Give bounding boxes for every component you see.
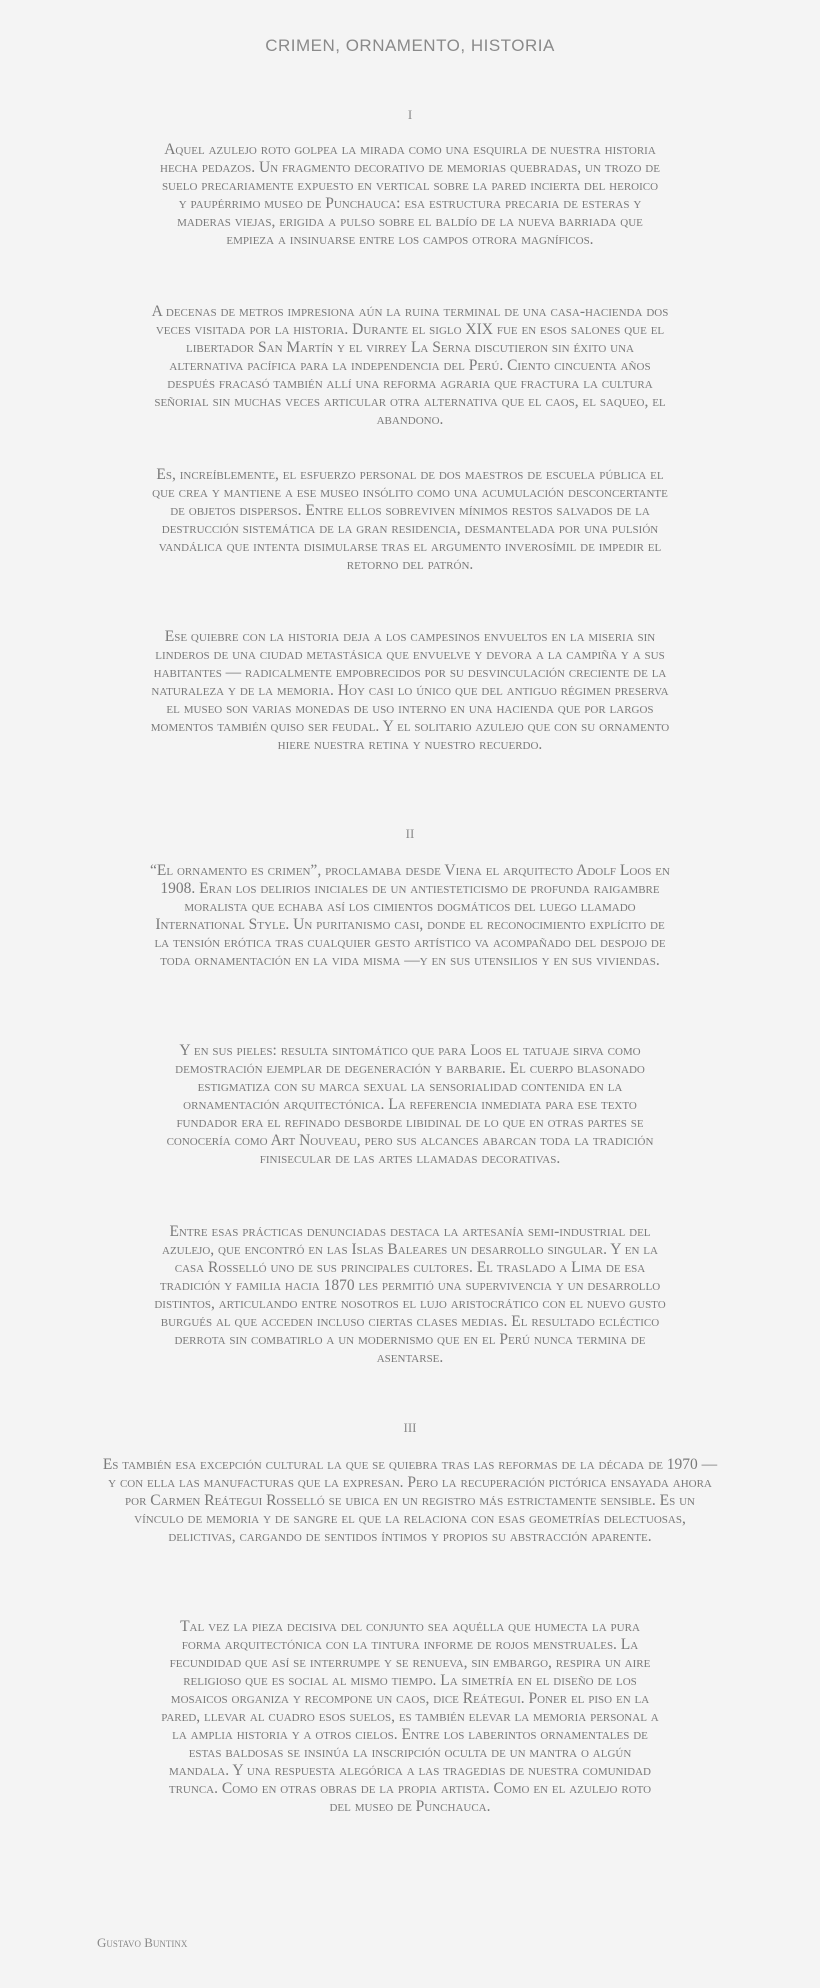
section-numeral: III <box>403 1420 417 1435</box>
section-2-paragraph-1 <box>0 862 820 970</box>
section-1-paragraph-3 <box>0 466 820 574</box>
section-2 <box>0 826 820 842</box>
paragraph: Y en sus pieles: resulta sintomático que para Loos el tatuaje sirva como demostración ejemplar de degeneración y barbarie. El cuerpo blasonado estigmatiza con su marca sexual la sensorialidad contenida en la ornamentación arquitectónica. La referencia inmediata para ese texto fundador era el refinado desborde libidinal de lo que en otras partes se conocería como Art Nouveau, pero sus alcances abarcan toda la tradición finisecular de las artes llamadas decorativas. <box>166 1042 654 1167</box>
paragraph: Es, increíblemente, el esfuerzo personal de dos maestros de escuela pública el que crea y mantiene a ese museo insólito como una acumulación desconcertante de objetos dispersos. Entre ellos sobreviven mínimos restos salvados de la destrucción sistemática de la gran residencia, desmantelada por una pulsión vandálica que intenta disimularse tras el argumento inverosímil de impedir el retorno del patrón. <box>152 466 668 573</box>
section-2-paragraph-2 <box>0 1042 820 1168</box>
paragraph: Ese quiebre con la historia deja a los campesinos envueltos en la miseria sin linderos de una ciudad metastásica que envuelve y devora a la campiña y a sus habitantes — radicalmente empobrecidos por su desvinculación creciente de la naturaleza y de la memoria. Hoy casi lo único que del antiguo régimen preserva el museo son varias monedas de uso interno en una hacienda que por largos momentos también quiso ser feudal. Y el solitario azulejo que con su ornamento hiere nuestra retina y nuestro recuerdo. <box>150 628 670 753</box>
section-1-paragraph-2 <box>0 303 820 429</box>
author-credit: Gustavo Buntinx <box>97 1935 188 1950</box>
paragraph: Tal vez la pieza decisiva del conjunto sea aquélla que humecta la pura forma arquitectónica con la tintura informe de rojos menstruales. La fecundidad que así se interrumpe y se renueva, sin embargo, respira un aire religioso que es social al mismo tiempo. La simetría en el diseño de los mosaicos organiza y recompone un caos, dice Reátegui. Poner el piso en la pared, llevar al cuadro esos suelos, es también elevar la memoria personal a la amplia historia y a otros cielos. Entre los laberintos ornamentales de estas baldosas se insinúa la inscripción oculta de un mantra o algún mandala. Y una respuesta alegórica a las tragedias de nuestra comunidad trunca. Como en otras obras de la propia artista. Como en el azulejo roto del museo de Punchauca. <box>161 1618 659 1815</box>
section-1 <box>0 107 820 123</box>
paragraph: Aquel azulejo roto golpea la mirada como una esquirla de nuestra historia hecha pedazos. Un fragmento decorativo de memorias quebradas, un trozo de suelo precariamente expuesto en vertical sobre la pared incierta del heroico y paupérrimo museo de Punchauca: esa estructura precaria de esteras y maderas viejas, erigida a pulso sobre el baldío de la nueva barriada que empieza a insinuarse entre los campos otrora magníficos. <box>160 141 660 248</box>
section-3-paragraph-2 <box>0 1618 820 1816</box>
paragraph: A decenas de metros impresiona aún la ruina terminal de una casa-hacienda dos veces visitada por la historia. Durante el siglo XIX fue en esos salones que el libertador San Martín y el virrey La Serna discutieron sin éxito una alternativa pacífica para la independencia del Perú. Ciento cincuenta años después fracasó también allí una reforma agraria que fractura la cultura señorial sin muchas veces articular otra alternativa que el caos, el saqueo, el abandono. <box>151 303 669 428</box>
section-1-paragraph-1 <box>0 141 820 249</box>
section-numeral: II <box>405 826 415 841</box>
section-3-paragraph-1 <box>0 1456 820 1546</box>
paragraph: Entre esas prácticas denunciadas destaca la artesanía semi-industrial del azulejo, que encontró en las Islas Baleares un desarrollo singular. Y en la casa Rosselló uno de sus principales cultores. El traslado a Lima de esa tradición y familia hacia 1870 les permitió una supervivencia y un desarrollo distintos, articulando entre nosotros el lujo aristocrático con el nuevo gusto burgués al que acceden incluso ciertas clases medias. El resultado ecléctico derrota sin combatirlo a un modernismo que en el Perú nunca termina de asentarse. <box>154 1223 666 1366</box>
paragraph: Es también esa excepción cultural la que se quiebra tras las reformas de la década de 1970 —y con ella las manufacturas que la expresan. Pero la recuperación pictórica ensayada ahora por Carmen Reátegui Rosselló se ubica en un registro más estrictamente sensible. Es un vínculo de memoria y de sangre el que la relaciona con esas geometrías delectuosas, delictivas, cargando de sentidos íntimos y propios su abstracción aparente. <box>102 1456 718 1545</box>
page-title: CRIMEN, ORNAMENTO, HISTORIA <box>265 36 555 55</box>
section-2-paragraph-3 <box>0 1223 820 1367</box>
section-3 <box>0 1420 820 1436</box>
paragraph: “El ornamento es crimen”, proclamaba desde Viena el arquitecto Adolf Loos en 1908. Eran los delirios iniciales de un antiesteticismo de profunda raigambre moralista que echaba así los cimientos dogmáticos del luego llamado International Style. Un puritanismo casi, donde el reconocimiento explícito de la tensión erótica tras cualquier gesto artístico va acompañado del despojo de toda ornamentación en la vida misma —y en sus utensilios y en sus viviendas. <box>150 862 670 969</box>
section-numeral: I <box>407 107 413 122</box>
section-1-paragraph-4 <box>0 628 820 754</box>
